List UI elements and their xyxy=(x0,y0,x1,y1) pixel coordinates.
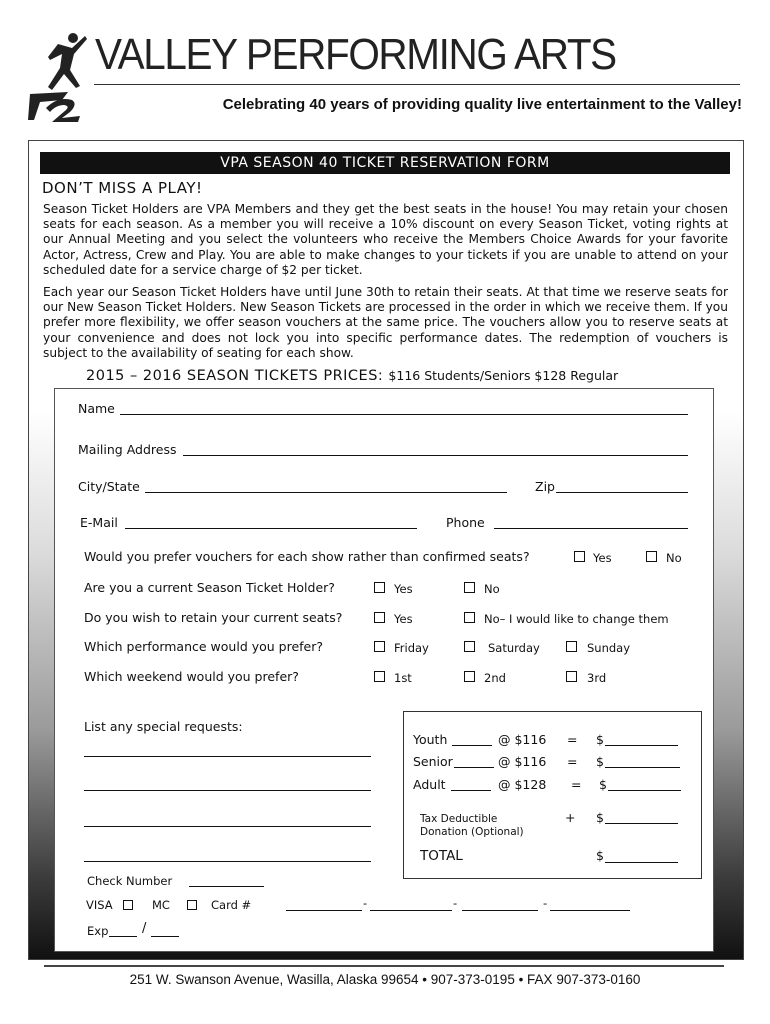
donation-dollar: $ xyxy=(596,810,604,825)
form-title: VPA SEASON 40 TICKET RESERVATION FORM xyxy=(40,152,730,174)
phone-field[interactable] xyxy=(494,528,688,529)
donation-amount-field[interactable] xyxy=(605,823,678,824)
vouchers-yes-label: Yes xyxy=(593,551,612,565)
adult-price: @ $128 xyxy=(498,777,547,792)
weekend-3rd-checkbox[interactable] xyxy=(566,671,577,682)
expiration-month-field[interactable] xyxy=(109,936,137,937)
special-requests-line-3[interactable] xyxy=(84,826,371,827)
senior-dollar: $ xyxy=(596,754,604,769)
mailing-address-field[interactable] xyxy=(183,455,688,456)
name-field[interactable] xyxy=(120,414,688,415)
city-state-label: City/State xyxy=(78,479,140,494)
mc-checkbox[interactable] xyxy=(187,900,197,910)
card-dash-1: - xyxy=(363,896,368,910)
email-label: E-Mail xyxy=(80,515,118,530)
retain-seats-no-label: No– I would like to change them xyxy=(484,612,669,626)
donation-plus: + xyxy=(565,810,576,825)
current-holder-question: Are you a current Season Ticket Holder? xyxy=(84,580,335,595)
retain-seats-yes-label: Yes xyxy=(394,612,413,626)
total-label: TOTAL xyxy=(420,848,463,864)
check-number-label: Check Number xyxy=(87,874,173,888)
card-dash-2: - xyxy=(453,896,458,910)
current-holder-yes-label: Yes xyxy=(394,582,413,596)
special-requests-line-2[interactable] xyxy=(84,790,371,791)
special-requests-label: List any special requests: xyxy=(84,719,243,734)
saturday-label: Saturday xyxy=(488,641,540,655)
adult-label: Adult xyxy=(413,777,446,792)
donation-label-line-2: Donation (Optional) xyxy=(420,826,524,838)
vouchers-no-label: No xyxy=(666,551,682,565)
performance-question: Which performance would you prefer? xyxy=(84,639,324,654)
zip-label: Zip xyxy=(535,479,555,494)
senior-label: Senior xyxy=(413,754,453,769)
weekend-2nd-label: 2nd xyxy=(484,671,506,685)
youth-amount-field[interactable] xyxy=(605,745,678,746)
special-requests-line-1[interactable] xyxy=(84,756,371,757)
tagline: Celebrating 40 years of providing quality live entertainment to the Valley! xyxy=(222,96,742,113)
form-subheading: DON’T MISS A PLAY! xyxy=(42,179,203,197)
youth-price: @ $116 xyxy=(498,732,547,747)
retain-seats-yes-checkbox[interactable] xyxy=(374,612,385,623)
organization-logo xyxy=(28,30,88,122)
sunday-label: Sunday xyxy=(587,641,631,655)
retain-seats-question: Do you wish to retain your current seats? xyxy=(84,610,343,625)
retain-seats-no-checkbox[interactable] xyxy=(464,612,475,623)
weekend-question: Which weekend would you prefer? xyxy=(84,669,299,684)
prices-value: $116 Students/Seniors $128 Regular xyxy=(388,368,619,383)
senior-qty-field[interactable] xyxy=(454,767,494,768)
intro-paragraph-1: Season Ticket Holders are VPA Members and they get the best seats in the house! You may retain your chosen seats for each season. As a member you will receive a 10% discount on every Season Ticket, voting rights at our Annual Meeting and you select the volunteers who receive the Members Choice Awards for your favorite Actor, Actress, Crew and Play. You are able to make changes to your tickets if you are unable to attend on your scheduled date for a service charge of $2 per ticket. xyxy=(43,202,728,277)
expiration-label: Exp xyxy=(87,924,109,938)
card-number-label: Card # xyxy=(211,898,252,912)
expiration-slash: / xyxy=(142,921,147,936)
current-holder-no-label: No xyxy=(484,582,500,596)
youth-equals: = xyxy=(567,732,578,747)
total-dollar: $ xyxy=(596,848,604,863)
adult-equals: = xyxy=(571,777,582,792)
card-number-part-4[interactable] xyxy=(550,910,630,911)
visa-label: VISA xyxy=(86,898,113,912)
vouchers-question: Would you prefer vouchers for each show rather than confirmed seats? xyxy=(84,549,530,564)
current-holder-no-checkbox[interactable] xyxy=(464,582,475,593)
adult-amount-field[interactable] xyxy=(608,790,681,791)
zip-field[interactable] xyxy=(556,492,688,493)
intro-paragraph-2: Each year our Season Ticket Holders have until June 30th to retain their seats. At that time we reserve seats for our New Season Ticket Holders. New Season Tickets are processed in the order in which we receive them. If you prefer more flexibility, we offer season vouchers at the same price. The vouchers allow you to reserve seats at your convenience and does not lock you into specific performance dates. The redemption of vouchers is subject to the availability of seating for each show. xyxy=(43,285,728,360)
city-state-field[interactable] xyxy=(145,492,507,493)
current-holder-yes-checkbox[interactable] xyxy=(374,582,385,593)
weekend-2nd-checkbox[interactable] xyxy=(464,671,475,682)
senior-equals: = xyxy=(567,754,578,769)
adult-qty-field[interactable] xyxy=(451,790,491,791)
special-requests-line-4[interactable] xyxy=(84,861,371,862)
vouchers-yes-checkbox[interactable] xyxy=(574,551,585,562)
email-field[interactable] xyxy=(125,528,417,529)
organization-name: VALLEY PERFORMING ARTS xyxy=(95,30,616,79)
expiration-year-field[interactable] xyxy=(151,936,179,937)
senior-amount-field[interactable] xyxy=(605,767,680,768)
prices-label: 2015 – 2016 SEASON TICKETS PRICES: xyxy=(86,368,384,384)
mc-label: MC xyxy=(152,898,170,912)
vouchers-no-checkbox[interactable] xyxy=(646,551,657,562)
season-prices xyxy=(86,368,618,384)
friday-label: Friday xyxy=(394,641,429,655)
weekend-3rd-label: 3rd xyxy=(587,671,607,685)
weekend-1st-label: 1st xyxy=(394,671,412,685)
card-number-part-3[interactable] xyxy=(462,910,538,911)
card-dash-3: - xyxy=(543,896,548,910)
weekend-1st-checkbox[interactable] xyxy=(374,671,385,682)
youth-label: Youth xyxy=(413,732,448,747)
check-number-field[interactable] xyxy=(189,886,264,887)
card-number-part-2[interactable] xyxy=(370,910,452,911)
saturday-checkbox[interactable] xyxy=(464,641,475,652)
senior-price: @ $116 xyxy=(498,754,547,769)
name-label: Name xyxy=(78,401,115,416)
youth-dollar: $ xyxy=(596,732,604,747)
youth-qty-field[interactable] xyxy=(452,745,492,746)
visa-checkbox[interactable] xyxy=(123,900,133,910)
total-amount-field[interactable] xyxy=(605,862,678,863)
footer-rule xyxy=(44,965,724,967)
friday-checkbox[interactable] xyxy=(374,641,385,652)
phone-label: Phone xyxy=(446,515,485,530)
card-number-part-1[interactable] xyxy=(286,910,362,911)
adult-dollar: $ xyxy=(599,777,607,792)
footer-address: 251 W. Swanson Avenue, Wasilla, Alaska 99654 • 907-373-0195 • FAX 907-373-0160 xyxy=(129,972,641,987)
header-rule xyxy=(94,84,740,85)
mailing-address-label: Mailing Address xyxy=(78,442,177,457)
donation-label-line-1: Tax Deductible xyxy=(420,813,498,825)
sunday-checkbox[interactable] xyxy=(566,641,577,652)
